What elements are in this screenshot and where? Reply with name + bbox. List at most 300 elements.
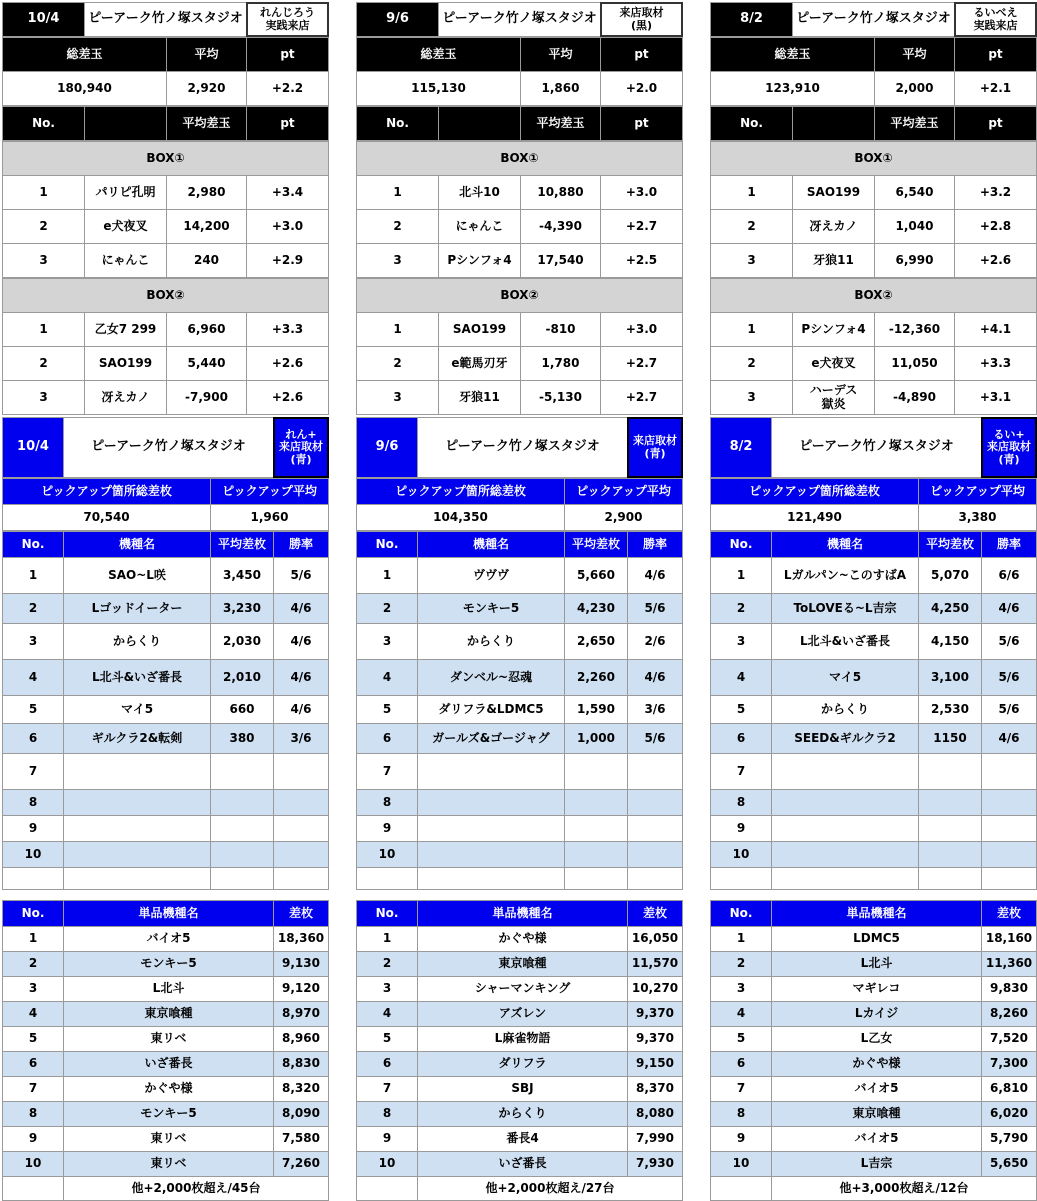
single-row-name: L北斗: [771, 951, 982, 977]
machine-row-rate: 3/6: [273, 723, 329, 754]
box-row-value: -4,890: [874, 380, 955, 415]
single-row-no: 9: [356, 1126, 418, 1152]
box-row-pt: +2.8: [954, 209, 1037, 244]
machine-row-value: [210, 789, 274, 816]
single-row-name: からくり: [417, 1101, 628, 1127]
single-row-name: 東京喰種: [771, 1101, 982, 1127]
machine-row-value: 2,030: [210, 623, 274, 660]
bottom-panel-10-4: [2, 417, 328, 1201]
panel-store-name: ピーアーク竹ノ塚スタジオ: [417, 417, 628, 478]
machine-row-no: 10: [356, 841, 418, 868]
summary-header-total: 総差玉: [356, 37, 521, 72]
single-header-cell: 差枚: [273, 900, 329, 927]
pickup-total-value: 121,490: [710, 504, 919, 531]
single-row-value: 7,520: [981, 1026, 1037, 1052]
machine-blank-cell: [918, 867, 982, 890]
box-header-cell: 平均差玉: [874, 106, 955, 141]
machine-row-value: 4,150: [918, 623, 982, 660]
top-panel-9-6: [356, 2, 682, 415]
machine-row-rate: 5/6: [627, 723, 683, 754]
machine-header-cell: 機種名: [771, 531, 919, 558]
single-header-cell: 単品機種名: [771, 900, 982, 927]
single-footer-blank: [356, 1176, 418, 1201]
single-row-no: 1: [356, 926, 418, 952]
machine-row-value: 380: [210, 723, 274, 754]
bottom-panel-8-2: [710, 417, 1036, 1201]
machine-row-no: 7: [710, 753, 772, 790]
box-row-value: 2,980: [166, 175, 247, 210]
single-row-no: 9: [710, 1126, 772, 1152]
panel-store-name: ピーアーク竹ノ塚スタジオ: [771, 417, 982, 478]
top-panel-header: [2, 2, 328, 37]
single-row-value: 8,370: [627, 1076, 683, 1102]
single-row-value: 7,300: [981, 1051, 1037, 1077]
box-row-no: 2: [356, 209, 439, 244]
single-row-no: 4: [356, 1001, 418, 1027]
box-row-pt: +2.7: [600, 346, 683, 381]
box-row-no: 3: [356, 380, 439, 415]
machine-row-rate: 4/6: [273, 659, 329, 696]
single-row-value: 7,930: [627, 1151, 683, 1177]
box-row-pt: +3.4: [246, 175, 329, 210]
machine-row-no: 1: [710, 557, 772, 594]
machine-row-name: L北斗&いざ番長: [771, 623, 919, 660]
single-row-value: 9,120: [273, 976, 329, 1002]
box-row-no: 2: [2, 346, 85, 381]
machine-row-value: [918, 789, 982, 816]
box-header-cell: [792, 106, 875, 141]
pickup-average-value: 1,960: [210, 504, 329, 531]
single-row-name: モンキー5: [63, 951, 274, 977]
machine-row-name: SEED&ギルクラ2: [771, 723, 919, 754]
machine-row-no: 9: [2, 815, 64, 842]
box-row-machine: 牙狼11: [792, 243, 875, 278]
box-row-value: 11,050: [874, 346, 955, 381]
box-row-pt: +3.0: [600, 175, 683, 210]
summary-header-average: 平均: [166, 37, 247, 72]
machine-row-name: ToLOVEる~L吉宗: [771, 593, 919, 624]
single-row-no: 6: [2, 1051, 64, 1077]
box-row-machine: パリピ孔明: [84, 175, 167, 210]
box-row-value: -810: [520, 312, 601, 347]
box-row-pt: +2.7: [600, 380, 683, 415]
box-row-value: 5,440: [166, 346, 247, 381]
machine-row-no: 4: [710, 659, 772, 696]
box-row-pt: +4.1: [954, 312, 1037, 347]
single-row-name: L北斗: [63, 976, 274, 1002]
pickup-total-value: 104,350: [356, 504, 565, 531]
single-row-value: 9,370: [627, 1026, 683, 1052]
machine-row-value: [564, 753, 628, 790]
panel-note-line: 来店取材: [619, 5, 664, 19]
box-label: BOX②: [2, 278, 329, 313]
single-footer-note: 他+2,000枚超え/27台: [417, 1176, 683, 1201]
machine-header-cell: 勝率: [981, 531, 1037, 558]
machine-row-value: 4,230: [564, 593, 628, 624]
machine-row-value: [564, 841, 628, 868]
box-row-value: 14,200: [166, 209, 247, 244]
machine-row-no: 3: [2, 623, 64, 660]
machine-row-no: 10: [2, 841, 64, 868]
pickup-header-average: ピックアップ平均: [918, 478, 1037, 505]
panel-note-line: 来店取材: [279, 440, 323, 454]
single-row-no: 5: [356, 1026, 418, 1052]
single-row-name: 東リベ: [63, 1126, 274, 1152]
machine-header-cell: 平均差枚: [918, 531, 982, 558]
machine-row-rate: [981, 789, 1037, 816]
machine-row-name: Lゴッドイーター: [63, 593, 211, 624]
single-row-no: 7: [710, 1076, 772, 1102]
box-row-machine: SAO199: [84, 346, 167, 381]
machine-row-rate: [981, 815, 1037, 842]
single-row-name: 東リベ: [63, 1026, 274, 1052]
panel-store-name: ピーアーク竹ノ塚スタジオ: [63, 417, 274, 478]
single-row-value: 8,830: [273, 1051, 329, 1077]
pickup-average-value: 3,380: [918, 504, 1037, 531]
single-row-no: 4: [710, 1001, 772, 1027]
box-row-pt: +2.9: [246, 243, 329, 278]
machine-row-name: [771, 815, 919, 842]
machine-row-name: ダリフラ&LDMC5: [417, 695, 565, 724]
box-row-no: 3: [2, 380, 85, 415]
panel-note: [954, 2, 1037, 37]
machine-row-no: 5: [356, 695, 418, 724]
box-row-pt: +2.6: [954, 243, 1037, 278]
single-row-no: 9: [2, 1126, 64, 1152]
box-row-value: 6,960: [166, 312, 247, 347]
machine-blank-cell: [210, 867, 274, 890]
panel-date: 8/2: [710, 2, 793, 37]
box-table-1: [356, 141, 682, 278]
machine-row-rate: 4/6: [981, 593, 1037, 624]
machine-row-rate: [273, 789, 329, 816]
pickup-table: [356, 478, 682, 531]
single-row-value: 7,990: [627, 1126, 683, 1152]
panel-note-line: (青): [998, 452, 1020, 466]
panel-note-line: 実践来店: [973, 18, 1018, 32]
panel-note-line: 実践来店: [265, 18, 310, 32]
machine-row-rate: 4/6: [627, 659, 683, 696]
box-row-machine: SAO199: [792, 175, 875, 210]
machine-row-name: [63, 815, 211, 842]
machine-row-value: 3,100: [918, 659, 982, 696]
pickup-table: [2, 478, 328, 531]
box-row-pt: +2.7: [600, 209, 683, 244]
pickup-header-total: ピックアップ箇所総差枚: [2, 478, 211, 505]
box-row-no: 2: [2, 209, 85, 244]
machine-row-no: 5: [710, 695, 772, 724]
single-row-value: 9,130: [273, 951, 329, 977]
single-row-name: かぐや様: [417, 926, 628, 952]
single-row-value: 5,790: [981, 1126, 1037, 1152]
box-row-value: 10,880: [520, 175, 601, 210]
bottom-panel-9-6: [356, 417, 682, 1201]
single-row-value: 8,080: [627, 1101, 683, 1127]
bottom-panel-header: [710, 417, 1036, 478]
box-row-pt: +3.3: [246, 312, 329, 347]
machine-blank-cell: [63, 867, 211, 890]
single-row-name: バイオ5: [771, 1076, 982, 1102]
box-header-cell: 平均差玉: [166, 106, 247, 141]
machine-blank-cell: [710, 867, 772, 890]
single-row-value: 8,970: [273, 1001, 329, 1027]
single-row-value: 18,160: [981, 926, 1037, 952]
machine-row-rate: [981, 753, 1037, 790]
summary-pt-value: +2.1: [954, 71, 1037, 106]
machine-row-no: 3: [356, 623, 418, 660]
machine-table: [2, 531, 328, 890]
box-header-row: [710, 106, 1036, 141]
machine-row-name: からくり: [63, 623, 211, 660]
panel-note-line: 来店取材: [987, 440, 1031, 454]
single-table: [2, 900, 328, 1201]
summary-header-average: 平均: [874, 37, 955, 72]
machine-row-value: 660: [210, 695, 274, 724]
single-footer-blank: [2, 1176, 64, 1201]
single-row-name: かぐや様: [771, 1051, 982, 1077]
box-header-cell: No.: [2, 106, 85, 141]
panel-store-name: ピーアーク竹ノ塚スタジオ: [438, 2, 601, 37]
pickup-total-value: 70,540: [2, 504, 211, 531]
machine-row-name: ダンベル~忍魂: [417, 659, 565, 696]
machine-row-rate: 4/6: [627, 557, 683, 594]
summary-header-total: 総差玉: [2, 37, 167, 72]
single-row-value: 8,260: [981, 1001, 1037, 1027]
single-row-value: 5,650: [981, 1151, 1037, 1177]
box-row-no: 1: [356, 312, 439, 347]
box-row-value: 1,040: [874, 209, 955, 244]
single-row-value: 11,570: [627, 951, 683, 977]
single-row-value: 9,830: [981, 976, 1037, 1002]
machine-row-name: Lガルパン~このすばA: [771, 557, 919, 594]
box-row-pt: +3.2: [954, 175, 1037, 210]
single-table: [356, 900, 682, 1201]
panel-note-line: (青): [644, 446, 666, 460]
box-row-no: 2: [710, 346, 793, 381]
single-row-no: 8: [2, 1101, 64, 1127]
single-row-value: 9,150: [627, 1051, 683, 1077]
summary-total-value: 115,130: [356, 71, 521, 106]
machine-row-no: 8: [2, 789, 64, 816]
single-row-name: L吉宗: [771, 1151, 982, 1177]
machine-row-value: [210, 815, 274, 842]
panel-date: 10/4: [2, 2, 85, 37]
box-row-machine: SAO199: [438, 312, 521, 347]
single-row-name: 東京喰種: [417, 951, 628, 977]
box-row-no: 1: [2, 175, 85, 210]
box-row-no: 3: [710, 243, 793, 278]
bottom-panel-header: [356, 417, 682, 478]
single-header-cell: No.: [356, 900, 418, 927]
summary-header-pt: pt: [954, 37, 1037, 72]
machine-header-cell: 機種名: [417, 531, 565, 558]
machine-row-name: [771, 753, 919, 790]
box-row-value: -7,900: [166, 380, 247, 415]
single-row-value: 16,050: [627, 926, 683, 952]
bottom-panel-header: [2, 417, 328, 478]
box-header-row: [356, 106, 682, 141]
panel-date: 9/6: [356, 417, 418, 478]
summary-pt-value: +2.2: [246, 71, 329, 106]
box-table-1: [710, 141, 1036, 278]
single-row-name: SBJ: [417, 1076, 628, 1102]
machine-row-name: [63, 753, 211, 790]
machine-row-no: 2: [2, 593, 64, 624]
panel-date: 9/6: [356, 2, 439, 37]
machine-row-value: [564, 789, 628, 816]
machine-row-rate: 6/6: [981, 557, 1037, 594]
box-header-cell: 平均差玉: [520, 106, 601, 141]
box-row-pt: +3.1: [954, 380, 1037, 415]
single-row-no: 8: [710, 1101, 772, 1127]
box-row-pt: +2.5: [600, 243, 683, 278]
machine-row-name: モンキー5: [417, 593, 565, 624]
machine-row-no: 3: [710, 623, 772, 660]
machine-row-no: 2: [710, 593, 772, 624]
top-panel-header: [710, 2, 1036, 37]
machine-row-rate: [273, 841, 329, 868]
machine-header-cell: No.: [2, 531, 64, 558]
single-header-cell: 単品機種名: [417, 900, 628, 927]
pickup-average-value: 2,900: [564, 504, 683, 531]
single-row-value: 11,360: [981, 951, 1037, 977]
machine-row-rate: 4/6: [273, 593, 329, 624]
single-row-name: ダリフラ: [417, 1051, 628, 1077]
box-header-cell: No.: [710, 106, 793, 141]
machine-row-name: [417, 815, 565, 842]
panel-note-line: れんじろう: [260, 5, 315, 19]
box-row-no: 1: [710, 175, 793, 210]
machine-header-cell: No.: [356, 531, 418, 558]
summary-table: [710, 37, 1036, 106]
machine-row-value: 5,660: [564, 557, 628, 594]
single-row-name: LDMC5: [771, 926, 982, 952]
box-row-machine: にゃんこ: [438, 209, 521, 244]
summary-table: [356, 37, 682, 106]
single-row-name: バイオ5: [63, 926, 274, 952]
box-row-no: 1: [2, 312, 85, 347]
machine-row-rate: 4/6: [273, 623, 329, 660]
single-row-no: 8: [356, 1101, 418, 1127]
panel-note-line: るい+: [993, 427, 1025, 441]
single-row-no: 1: [2, 926, 64, 952]
box-header-cell: pt: [246, 106, 329, 141]
machine-header-cell: 勝率: [627, 531, 683, 558]
single-row-value: 10,270: [627, 976, 683, 1002]
single-row-name: 番長4: [417, 1126, 628, 1152]
summary-total-value: 123,910: [710, 71, 875, 106]
machine-row-no: 7: [356, 753, 418, 790]
machine-row-value: [918, 753, 982, 790]
single-row-name: アズレン: [417, 1001, 628, 1027]
single-row-no: 5: [710, 1026, 772, 1052]
machine-row-name: からくり: [771, 695, 919, 724]
machine-row-rate: 5/6: [627, 593, 683, 624]
machine-row-rate: [627, 815, 683, 842]
machine-row-name: [417, 753, 565, 790]
machine-row-name: マイ5: [63, 695, 211, 724]
machine-row-name: SAO~L咲: [63, 557, 211, 594]
single-row-name: 東リベ: [63, 1151, 274, 1177]
single-header-cell: 単品機種名: [63, 900, 274, 927]
panel-note: [246, 2, 329, 37]
single-row-value: 8,960: [273, 1026, 329, 1052]
section-spacer: [710, 890, 1036, 900]
box-row-machine: 北斗10: [438, 175, 521, 210]
box-header-cell: [84, 106, 167, 141]
panel-store-name: ピーアーク竹ノ塚スタジオ: [792, 2, 955, 37]
box-header-cell: [438, 106, 521, 141]
machine-row-rate: [627, 753, 683, 790]
machine-row-no: 1: [356, 557, 418, 594]
box-table-1: [2, 141, 328, 278]
box-row-machine: ハーデス 獄炎: [792, 380, 875, 415]
box-row-no: 3: [356, 243, 439, 278]
single-row-value: 8,090: [273, 1101, 329, 1127]
single-row-name: マギレコ: [771, 976, 982, 1002]
machine-row-rate: 5/6: [273, 557, 329, 594]
single-row-no: 6: [356, 1051, 418, 1077]
single-footer-note: 他+3,000枚超え/12台: [771, 1176, 1037, 1201]
box-row-pt: +2.6: [246, 346, 329, 381]
single-row-no: 10: [356, 1151, 418, 1177]
single-row-no: 6: [710, 1051, 772, 1077]
panel-note: [981, 417, 1037, 478]
box-header-row: [2, 106, 328, 141]
box-row-no: 2: [356, 346, 439, 381]
machine-row-no: 8: [356, 789, 418, 816]
single-row-no: 3: [2, 976, 64, 1002]
machine-row-value: 2,010: [210, 659, 274, 696]
box-label: BOX②: [710, 278, 1037, 313]
single-row-no: 3: [356, 976, 418, 1002]
single-row-value: 18,360: [273, 926, 329, 952]
single-row-name: 東京喰種: [63, 1001, 274, 1027]
summary-header-pt: pt: [600, 37, 683, 72]
box-row-no: 1: [356, 175, 439, 210]
single-row-no: 10: [2, 1151, 64, 1177]
single-row-no: 7: [356, 1076, 418, 1102]
panel-date: 10/4: [2, 417, 64, 478]
single-header-cell: 差枚: [627, 900, 683, 927]
box-label: BOX①: [356, 141, 683, 176]
box-header-cell: No.: [356, 106, 439, 141]
box-row-machine: 牙狼11: [438, 380, 521, 415]
machine-header-cell: 機種名: [63, 531, 211, 558]
machine-row-name: ガールズ&ゴージャグ: [417, 723, 565, 754]
pickup-header-total: ピックアップ箇所総差枚: [710, 478, 919, 505]
box-row-machine: 乙女7 299: [84, 312, 167, 347]
single-row-no: 7: [2, 1076, 64, 1102]
machine-row-rate: 5/6: [981, 659, 1037, 696]
machine-row-rate: 4/6: [981, 723, 1037, 754]
box-label: BOX①: [2, 141, 329, 176]
box-row-no: 1: [710, 312, 793, 347]
machine-table: [356, 531, 682, 890]
machine-row-value: 1,000: [564, 723, 628, 754]
single-row-value: 7,260: [273, 1151, 329, 1177]
machine-row-no: 4: [356, 659, 418, 696]
box-row-machine: にゃんこ: [84, 243, 167, 278]
summary-average-value: 2,920: [166, 71, 247, 106]
machine-blank-cell: [627, 867, 683, 890]
single-row-no: 4: [2, 1001, 64, 1027]
machine-row-name: [417, 789, 565, 816]
single-row-name: かぐや様: [63, 1076, 274, 1102]
machine-row-no: 9: [710, 815, 772, 842]
box-row-machine: e範馬刃牙: [438, 346, 521, 381]
box-row-value: -12,360: [874, 312, 955, 347]
